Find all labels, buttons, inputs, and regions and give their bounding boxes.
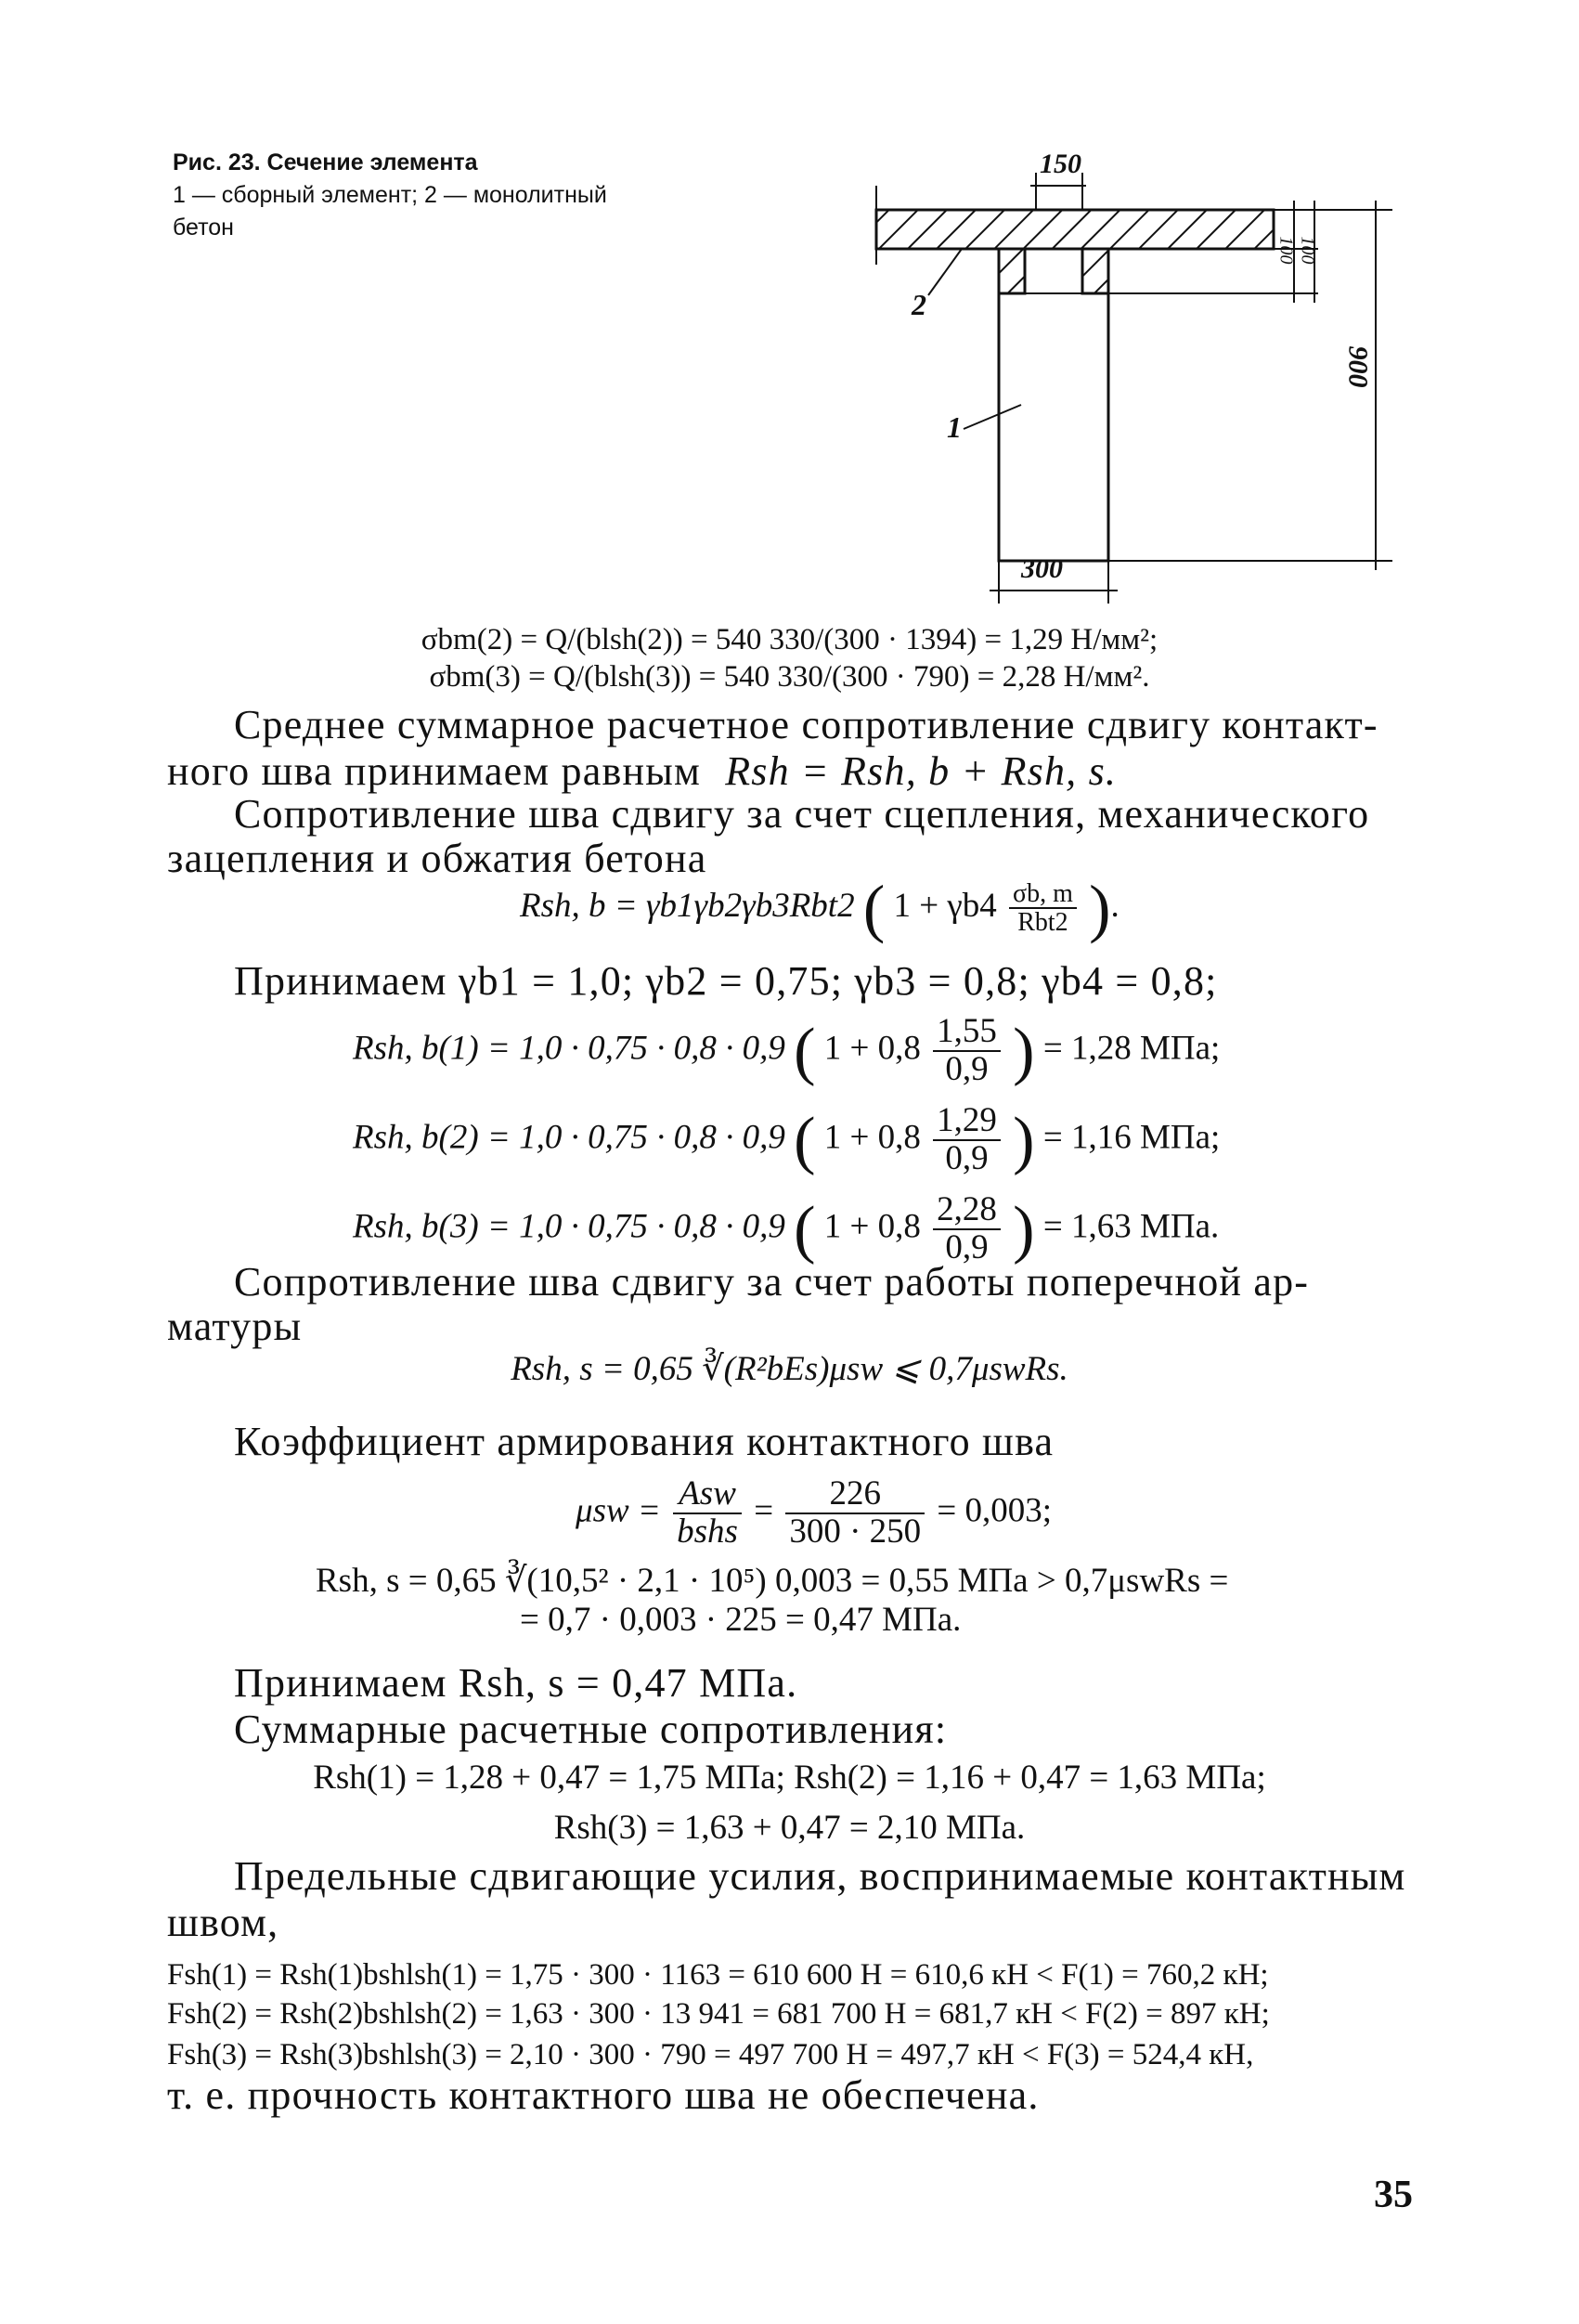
precast-element-web — [999, 249, 1108, 561]
equation-sigma-3: σbm(3) = Q/(blsh(3)) = 540 330/(300 · 790) = 2,28 Н/мм². — [429, 660, 1150, 694]
equation-rshs-calc-2: = 0,7 · 0,003 · 225 = 0,47 МПа. — [520, 1601, 962, 1639]
dim-right-100-a: 100 — [1275, 236, 1297, 265]
monolithic-concrete-key-left — [999, 249, 1025, 293]
eq-rshb1-lhs: Rsh, b(1) = 1,0 · 0,75 · 0,8 · 0,9 — [353, 1029, 785, 1068]
eq-mu-rhs: = 0,003; — [937, 1491, 1053, 1530]
eq-rshb1-inner: 1 + 0,8 — [823, 1029, 921, 1068]
eq-rshb-den: Rbt2 — [1017, 908, 1068, 938]
eq-mu-den1: bshs — [677, 1512, 738, 1551]
monolithic-concrete-flange — [876, 210, 1274, 249]
equation-rshb-2: Rsh, b(2) = 1,0 · 0,75 · 0,8 · 0,9 ( 1 + 0,8 $\frac{1,29}{0,9}$ ) = 1,16 МПа; — [353, 1101, 1221, 1177]
paragraph-3: Принимаем γb1 = 1,0; γb2 = 0,75; γb3 = 0,8; γb4 = 0,8; — [234, 958, 1218, 1004]
monolithic-concrete-key-right — [1082, 249, 1108, 293]
dim-top-150: 150 — [1040, 149, 1081, 179]
equation-sigma-2: σbm(2) = Q/(blsh(2)) = 540 330/(300 · 1394) = 1,29 Н/мм²; — [421, 623, 1158, 656]
equation-rshb-general: Rsh, b = γb1γb2γb3Rbt2 ( 1 + γb4 $\frac{\sigma b, m}{\text{Rbt2}}$ ). — [520, 872, 1120, 945]
eq-rshb3-den: 0,9 — [945, 1227, 989, 1266]
equation-rshs-calc-1: Rsh, s = 0,65 ∛(10,5² · 2,1 · 10⁵) 0,003 = 0,55 МПа > 0,7μswRs = — [316, 1562, 1229, 1600]
paragraph-8-line-2: швом, — [167, 1900, 279, 1945]
equation-rshb-1: Rsh, b(1) = 1,0 · 0,75 · 0,8 · 0,9 ( 1 + 0,8 $\frac{1,55}{0,9}$ ) = 1,28 МПа; — [353, 1012, 1221, 1088]
equation-mu-sw — [576, 1476, 1052, 1551]
eq-rshb2-inner: 1 + 0,8 — [823, 1118, 921, 1157]
paragraph-2-line-1: Сопротивление шва сдвигу за счет сцепления, механического — [234, 791, 1370, 837]
eq-rshs-text: Rsh, s = 0,65 ∛(R²bEs)μsw ⩽ 0,7μswRs. — [511, 1350, 1068, 1388]
eq-rshb-lhs: Rsh, b = γb1γb2γb3Rbt2 — [520, 886, 855, 925]
conclusion: т. е. прочность контактного шва не обеспечена. — [167, 2072, 1040, 2118]
eq-mu-eq: = — [754, 1491, 774, 1530]
eq-rshb2-num: 1,29 — [933, 1103, 1001, 1141]
eq-rshb1-fraction — [933, 1014, 1001, 1088]
eq-rshb1-num: 1,55 — [933, 1014, 1001, 1052]
eq-rshb1-rhs: = 1,28 МПа; — [1042, 1029, 1221, 1068]
paragraph-4-line-2: матуры — [167, 1304, 303, 1349]
eq-rshb-fraction — [1009, 880, 1077, 937]
figure-caption-title: Рис. 23. Сечение элемента — [173, 149, 478, 175]
eq-rshb2-den: 0,9 — [945, 1138, 989, 1177]
paragraph-5: Коэффициент армирования контактного шва — [234, 1419, 1055, 1464]
figure-caption-legend: 1 — сборный элемент; 2 — монолитный — [173, 182, 607, 208]
dim-right-100-b: 100 — [1297, 236, 1318, 265]
page-number: 35 — [1374, 2174, 1413, 2216]
eq-mu-den2: 300 · 250 — [789, 1512, 922, 1551]
eq-rshb2-lhs: Rsh, b(2) = 1,0 · 0,75 · 0,8 · 0,9 — [353, 1118, 785, 1157]
cross-section-figure — [0, 0, 1579, 650]
paragraph-1-line-2-text: ного шва принимаем равным — [167, 748, 701, 794]
paragraph-8-line-1: Предельные сдвигающие усилия, воспринимаемые контактным — [234, 1853, 1406, 1899]
paragraph-6: Принимаем Rsh, s = 0,47 МПа. — [234, 1660, 798, 1706]
eq-rshb3-num: 2,28 — [933, 1192, 1001, 1230]
equation-rshb-3: Rsh, b(3) = 1,0 · 0,75 · 0,8 · 0,9 ( 1 + 0,8 $\frac{2,28}{0,9}$ ) = 1,63 МПа. — [353, 1190, 1220, 1266]
figure-caption-legend-cont: бетон — [173, 214, 234, 240]
eq-rshb-tail: . — [1110, 886, 1120, 925]
paragraph-7: Суммарные расчетные сопротивления: — [234, 1707, 948, 1752]
eq-mu-fraction-1 — [673, 1476, 742, 1551]
formula-rsh: Rsh = Rsh, b + Rsh, s. — [725, 748, 1118, 794]
equation-sum-line-2: Rsh(3) = 1,63 + 0,47 = 2,10 МПа. — [553, 1809, 1026, 1847]
equation-rshs-general — [0, 1348, 1579, 1391]
eq-mu-lhs: μsw = — [576, 1491, 661, 1530]
eq-rshb2-fraction — [933, 1103, 1001, 1177]
label-monolithic-2: 2 — [912, 288, 926, 321]
eq-mu-num1: Asw — [673, 1476, 742, 1514]
equation-force-2: Fsh(2) = Rsh(2)bshlsh(2) = 1,63 · 300 · 13 941 = 681 700 Н = 681,7 кН < F(2) = 897 кН; — [167, 1997, 1270, 2031]
equation-force-1: Fsh(1) = Rsh(1)bshlsh(1) = 1,75 · 300 · 1163 = 610 600 Н = 610,6 кН < F(1) = 760,2 кН; — [167, 1958, 1269, 1992]
eq-rshb1-den: 0,9 — [945, 1049, 989, 1088]
eq-rshb2-rhs: = 1,16 МПа; — [1042, 1118, 1221, 1157]
label-precast-1: 1 — [947, 410, 962, 444]
eq-rshb3-inner: 1 + 0,8 — [823, 1207, 921, 1246]
eq-rshb3-lhs: Rsh, b(3) = 1,0 · 0,75 · 0,8 · 0,9 — [353, 1207, 785, 1246]
eq-mu-fraction-2 — [785, 1476, 925, 1551]
paragraph-4-line-1: Сопротивление шва сдвигу за счет работы поперечной ар- — [234, 1259, 1310, 1305]
paragraph-2-line-2: зацепления и обжатия бетона — [167, 836, 707, 881]
equation-force-3: Fsh(3) = Rsh(3)bshlsh(3) = 2,10 · 300 · 790 = 497 700 Н = 497,7 кН < F(3) = 524,4 кН, — [167, 2038, 1254, 2071]
paragraph-1-line-1: Среднее суммарное расчетное сопротивление сдвигу контакт- — [234, 702, 1378, 747]
eq-rshb-inner: 1 + γb4 — [893, 886, 997, 925]
dim-right-900: 900 — [1342, 345, 1374, 388]
eq-mu-num2: 226 — [785, 1476, 925, 1514]
eq-rshb-num: σb, m — [1009, 880, 1077, 909]
dim-bottom-300: 300 — [1021, 553, 1063, 584]
eq-rshb3-rhs: = 1,63 МПа. — [1042, 1207, 1220, 1246]
equation-sum-line-1: Rsh(1) = 1,28 + 0,47 = 1,75 МПа; Rsh(2) = 1,16 + 0,47 = 1,63 МПа; — [313, 1759, 1266, 1797]
